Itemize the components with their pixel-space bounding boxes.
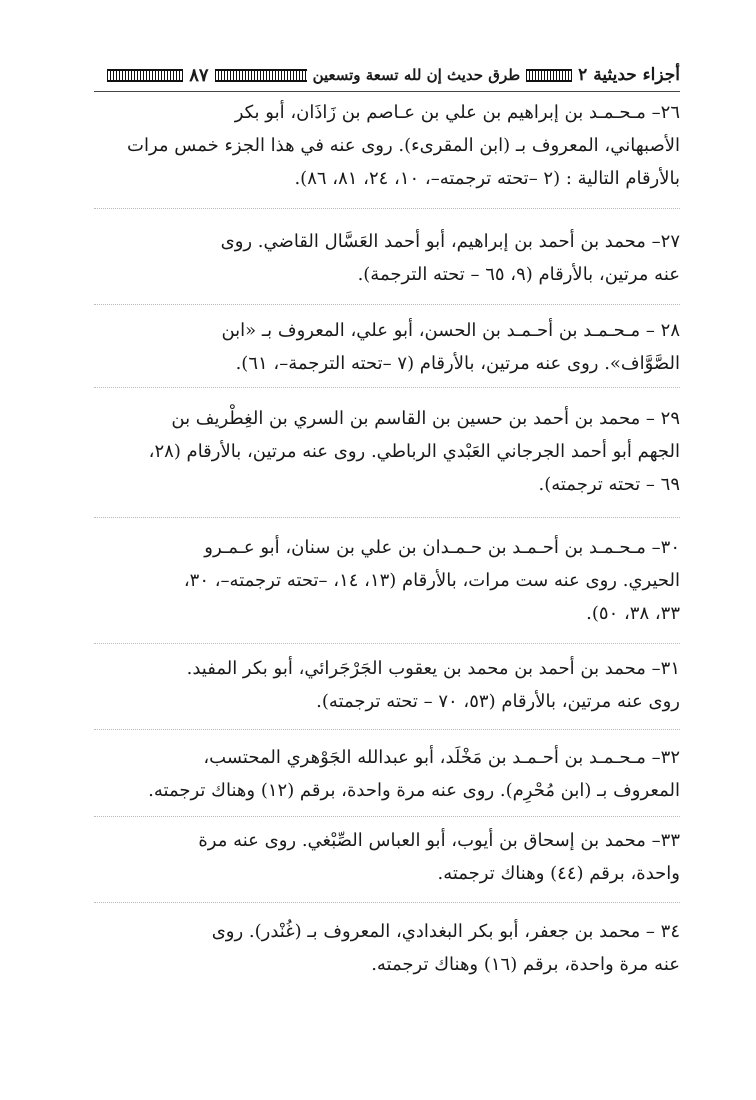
entry-line: الصَّوَّاف». روى عنه مرتين، بالأرقام (٧ –تحته الترجمة–، ٦١). — [235, 353, 680, 374]
biography-entry-29 — [94, 402, 680, 501]
biography-entry-30 — [94, 531, 680, 630]
entry-line: المعروف بـ (ابن مُحْرِم). روى عنه مرة واحدة، برقم (١٢) وهناك ترجمته. — [148, 780, 680, 801]
entry-line: ٣٢– مـحـمـد بن أحـمـد بن مَخْلَد، أبو عبدالله الجَوْهري المحتسب، — [203, 747, 680, 768]
entry-divider — [94, 643, 680, 644]
entry-divider — [94, 387, 680, 388]
biography-entry-27 — [94, 225, 680, 291]
biography-entry-28 — [94, 314, 680, 380]
entry-divider — [94, 729, 680, 730]
entry-line: عنه مرتين، بالأرقام (٩، ٦٥ – تحته الترجمة). — [357, 264, 680, 285]
entry-line: ٣٣– محمد بن إسحاق بن أيوب، أبو العباس الصِّبْغي. روى عنه مرة — [198, 830, 680, 851]
entry-divider — [94, 517, 680, 518]
entry-line: ٦٩ – تحته ترجمته). — [538, 474, 680, 495]
entry-line: ٢٩ – محمد بن أحمد بن حسين بن القاسم بن السري بن الغِطْريف بن — [171, 408, 680, 429]
entry-divider — [94, 304, 680, 305]
entry-divider — [94, 902, 680, 903]
biography-entry-32 — [94, 741, 680, 807]
biography-entry-34 — [94, 915, 680, 981]
entry-line: الحيري. روى عنه ست مرات، بالأرقام (١٣، ١٤، –تحته ترجمته–، ٣٠، — [183, 570, 680, 591]
biography-entry-31 — [94, 652, 680, 718]
biography-entry-33 — [94, 824, 680, 890]
entry-line: الأصبهاني، المعروف بـ (ابن المقرىء). روى عنه في هذا الجزء خمس مرات — [127, 135, 680, 156]
running-header — [94, 58, 680, 92]
entry-line: ٣٤ – محمد بن جعفر، أبو بكر البغدادي، المعروف بـ (غُنْدر). روى — [211, 921, 680, 942]
entry-line: ٢٧– محمد بن أحمد بن إبراهيم، أبو أحمد العَسَّال القاضي. روى — [220, 231, 680, 252]
header-rule — [215, 69, 307, 82]
entry-line: الجهم أبو أحمد الجرجاني العَبْدي الرباطي. روى عنه مرتين، بالأرقام (٢٨، — [148, 441, 680, 462]
page-number: ٨٧ — [189, 64, 209, 86]
header-divider — [94, 91, 680, 92]
entry-line: ٢٦– مـحـمـد بن إبراهيم بن علي بن عـاصم بن زَاذَان، أبو بكر — [234, 102, 680, 123]
entry-line: ٣٣، ٣٨، ٥٠). — [586, 603, 680, 624]
section-title: طرق حديث إن لله تسعة وتسعين — [312, 66, 521, 84]
entry-line: عنه مرة واحدة، برقم (١٦) وهناك ترجمته. — [371, 954, 680, 975]
entry-line: روى عنه مرتين، بالأرقام (٥٣، ٧٠ – تحته ترجمته). — [316, 691, 680, 712]
entry-line: ٣١– محمد بن أحمد بن محمد بن يعقوب الجَرْجَرائي، أبو بكر المفيد. — [186, 658, 680, 679]
entry-line: واحدة، برقم (٤٤) وهناك ترجمته. — [437, 863, 680, 884]
entry-line: بالأرقام التالية : (٢ –تحته ترجمته–، ١٠، ٢٤، ٨١، ٨٦). — [294, 168, 680, 189]
entry-divider — [94, 816, 680, 817]
header-rule — [107, 69, 183, 82]
book-title: أجزاء حديثية ٢ — [578, 65, 680, 85]
biography-entry-26 — [94, 96, 680, 195]
entry-divider — [94, 208, 680, 209]
header-rule — [526, 69, 572, 82]
entry-line: ٢٨ – مـحـمـد بن أحـمـد بن الحسن، أبو علي، المعروف بـ «ابن — [221, 320, 680, 341]
entry-line: ٣٠– مـحـمـد بن أحـمـد بن حـمـدان بن علي بن سنان، أبو عـمـرو — [204, 537, 680, 558]
